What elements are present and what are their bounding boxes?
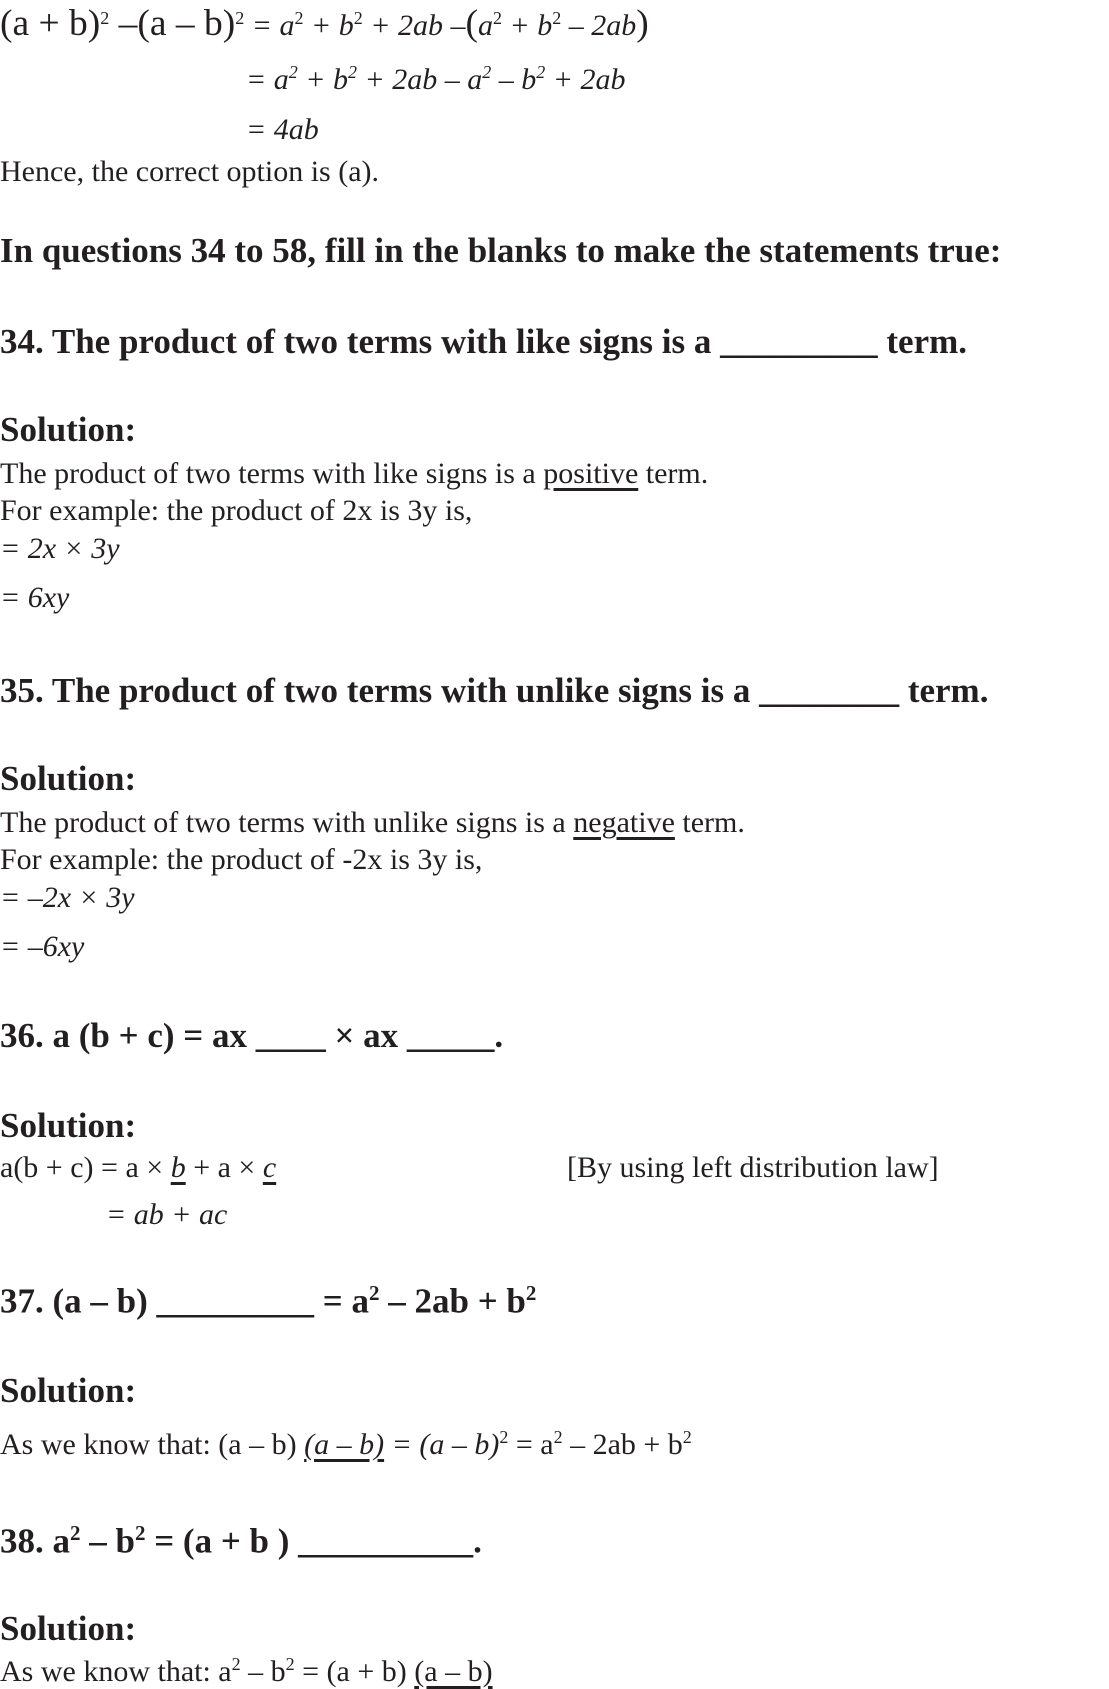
- q34-answer: [0, 457, 708, 491]
- exponent: 2: [288, 62, 298, 82]
- q34-step-1: = 2x × 3y: [0, 532, 120, 565]
- exponent: 2: [482, 62, 492, 82]
- l2-b: + b: [297, 62, 348, 96]
- l2-2ab: + 2ab: [545, 62, 626, 96]
- exponent: 2: [134, 1521, 146, 1545]
- rhs-2ab: + 2ab –: [362, 9, 466, 42]
- close-paren: ): [636, 3, 649, 44]
- solution-label: Solution:: [0, 410, 137, 449]
- inner-a: a: [478, 9, 494, 42]
- q37-sol-eq: = (a – b): [384, 1427, 500, 1461]
- q36-line-1: [0, 1151, 276, 1185]
- q37-sol-pre: As we know that: (a – b): [0, 1427, 305, 1461]
- q34-answer-post: term.: [638, 457, 709, 490]
- q38-question-a: 38. a: [0, 1521, 70, 1561]
- solution-label: Solution:: [0, 1609, 137, 1648]
- exponent: 2: [536, 62, 546, 82]
- exponent: 2: [525, 1281, 537, 1305]
- section-instructions: In questions 34 to 58, fill in the blanks to make the statements true:: [0, 231, 1002, 270]
- expansion-line-1: [0, 2, 649, 45]
- q37-question-pre: 37. (a – b) _________ = a: [0, 1281, 369, 1321]
- expansion-line-2: [246, 62, 626, 97]
- inner-2ab: – 2ab: [561, 9, 637, 42]
- exponent: 2: [499, 1427, 509, 1447]
- solution-label: Solution:: [0, 1371, 137, 1410]
- q37-solution: [0, 1427, 692, 1462]
- q37-blank-answer: (a – b): [304, 1427, 385, 1461]
- q36-line-2: = ab + ac: [106, 1198, 228, 1231]
- exponent: 2: [70, 1521, 81, 1545]
- expr-a-plus-b: (a + b): [0, 3, 101, 44]
- q38-solution: [0, 1654, 493, 1689]
- q38-question-b: – b: [80, 1521, 135, 1561]
- q37-sol-tail-a: = a: [508, 1427, 554, 1461]
- exponent: 2: [553, 1427, 563, 1447]
- open-paren: (: [465, 3, 479, 44]
- q36-blank-c: c: [262, 1151, 277, 1184]
- exponent: 2: [100, 8, 110, 29]
- inner-b: + b: [502, 9, 553, 42]
- l2-a: = a: [246, 62, 289, 96]
- conclusion-text: Hence, the correct option is (a).: [0, 155, 379, 188]
- q35-answer: [0, 806, 745, 840]
- question-36: 36. a (b + c) = ax ____ × ax _____.: [0, 1016, 504, 1055]
- exponent: 2: [682, 1427, 692, 1447]
- q37-sol-tail-b: – 2ab + b: [562, 1427, 683, 1461]
- solution-label: Solution:: [0, 759, 137, 798]
- question-34: 34. The product of two terms with like signs is a _________ term.: [0, 322, 968, 361]
- q34-step-2: = 6xy: [0, 581, 70, 614]
- exponent: 2: [285, 1654, 295, 1674]
- l2-b2: – b: [491, 62, 537, 96]
- q36-blank-b: b: [170, 1151, 186, 1184]
- exponent: 2: [235, 8, 245, 29]
- q35-answer-post: term.: [674, 806, 745, 839]
- question-38: [0, 1521, 482, 1562]
- q35-step-2: = –6xy: [0, 930, 85, 963]
- q38-question-c: = (a + b ) __________.: [145, 1521, 482, 1561]
- l2-2ab-a: + 2ab – a: [357, 62, 483, 96]
- q38-blank-answer: (a – b): [414, 1654, 493, 1688]
- q38-sol-a: As we know that: a: [0, 1654, 232, 1688]
- exponent: 2: [231, 1654, 241, 1674]
- q35-answer-pre: The product of two terms with unlike signs is a: [0, 806, 574, 839]
- q34-answer-word: positive: [543, 457, 639, 490]
- exponent: 2: [552, 8, 562, 29]
- question-35: 35. The product of two terms with unlike signs is a ________ term.: [0, 671, 989, 710]
- exponent: 2: [353, 8, 363, 29]
- q34-answer-pre: The product of two terms with like signs is a: [0, 457, 544, 490]
- expr-minus-a-minus-b: –(a – b): [109, 3, 236, 44]
- q35-answer-word: negative: [573, 806, 675, 839]
- q36-mid: + a ×: [185, 1151, 263, 1184]
- solution-label: Solution:: [0, 1106, 137, 1145]
- question-37: [0, 1281, 536, 1322]
- rhs-a: = a: [251, 9, 295, 42]
- exponent: 2: [368, 1281, 380, 1305]
- exponent: 2: [348, 62, 357, 82]
- q38-sol-b: – b: [240, 1654, 286, 1688]
- q35-step-1: = –2x × 3y: [0, 881, 135, 914]
- q38-sol-c: = (a + b): [294, 1654, 415, 1688]
- expansion-line-3: = 4ab: [246, 113, 319, 146]
- exponent: 2: [294, 8, 304, 29]
- q36-lhs: a(b + c) = a ×: [0, 1151, 171, 1184]
- exponent: 2: [493, 8, 503, 29]
- q34-example: For example: the product of 2x is 3y is,: [0, 494, 473, 527]
- q37-question-mid: – 2ab + b: [379, 1281, 526, 1321]
- q35-example: For example: the product of -2x is 3y is,: [0, 843, 483, 876]
- q36-note: [By using left distribution law]: [567, 1151, 939, 1184]
- rhs-b: + b: [303, 9, 354, 42]
